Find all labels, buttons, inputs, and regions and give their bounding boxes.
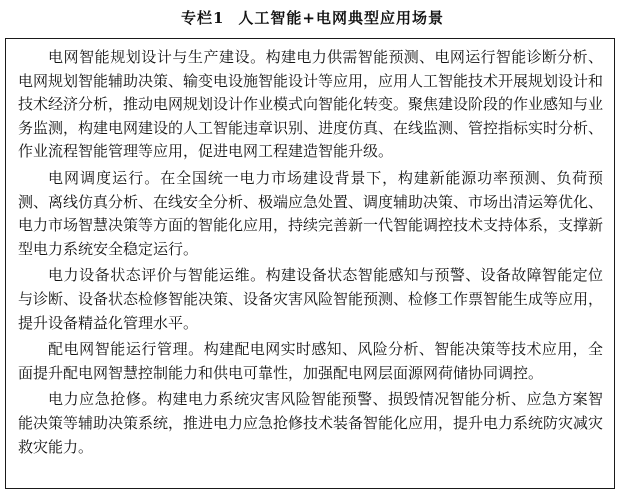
section-heading: 配电网智能运行管理。 (48, 340, 204, 359)
column-number: 专栏1 (180, 9, 225, 27)
section-body: 构建电力系统灾害风险智能预警、损毁情况智能分析、应急方案智能决策等辅助决策系统，推进电力应急抢修技术装备智能化应用，提升电力系统防灾减灾救灾能力。 (18, 390, 604, 456)
section-heading: 电力应急抢修。 (48, 390, 158, 409)
section-heading: 电网调度运行。 (48, 168, 161, 187)
section-distribution-network (18, 338, 603, 385)
section-body: 构建设备状态智能感知与预警、设备故障智能定位与诊断、设备状态检修智能决策、设备灾害风险智能预测、检修工作票智能生成等应用，提升设备精益化管理水平。 (18, 266, 604, 332)
section-body: 在全国统一电力市场建设背景下，构建新能源功率预测、负荷预测、离线仿真分析、在线安全分析、极端应急处置、调度辅助决策、市场出清运筹优化、电力市场智慧决策等方面的智能化应用，持续完善新一代智能调控技术支持体系，支撑新型电力系统安全稳定运行。 (18, 168, 604, 258)
section-grid-planning (18, 46, 603, 164)
section-equipment-maintenance (18, 264, 603, 335)
column-title (0, 8, 625, 28)
section-body: 构建电力供需智能预测、电网运行智能诊断分析、电网规划智能辅助决策、输变电设施智能设计等应用，应用人工智能技术开展规划设计和技术经济分析，推动电网规划设计作业模式向智能化转变。聚焦建设阶段的作业感知与业务监测，构建电网建设的人工智能违章识别、进度仿真、在线监测、管控指标实时分析、作业流程智能管理等应用，促进电网工程建造智能升级。 (18, 48, 604, 161)
section-heading: 电网智能规划设计与生产建设。 (48, 48, 266, 66)
column-box (5, 38, 615, 489)
column-title-text: 人工智能+电网典型应用场景 (238, 9, 444, 27)
section-body: 构建配电网实时感知、风险分析、智能决策等技术应用，全面提升配电网智慧控制能力和供电可靠性，加强配电网层面源网荷储协同调控。 (18, 340, 603, 382)
section-dispatch-operation (18, 167, 603, 261)
section-heading: 电力设备状态评价与智能运维。 (48, 266, 266, 285)
section-emergency-repair (18, 388, 603, 459)
